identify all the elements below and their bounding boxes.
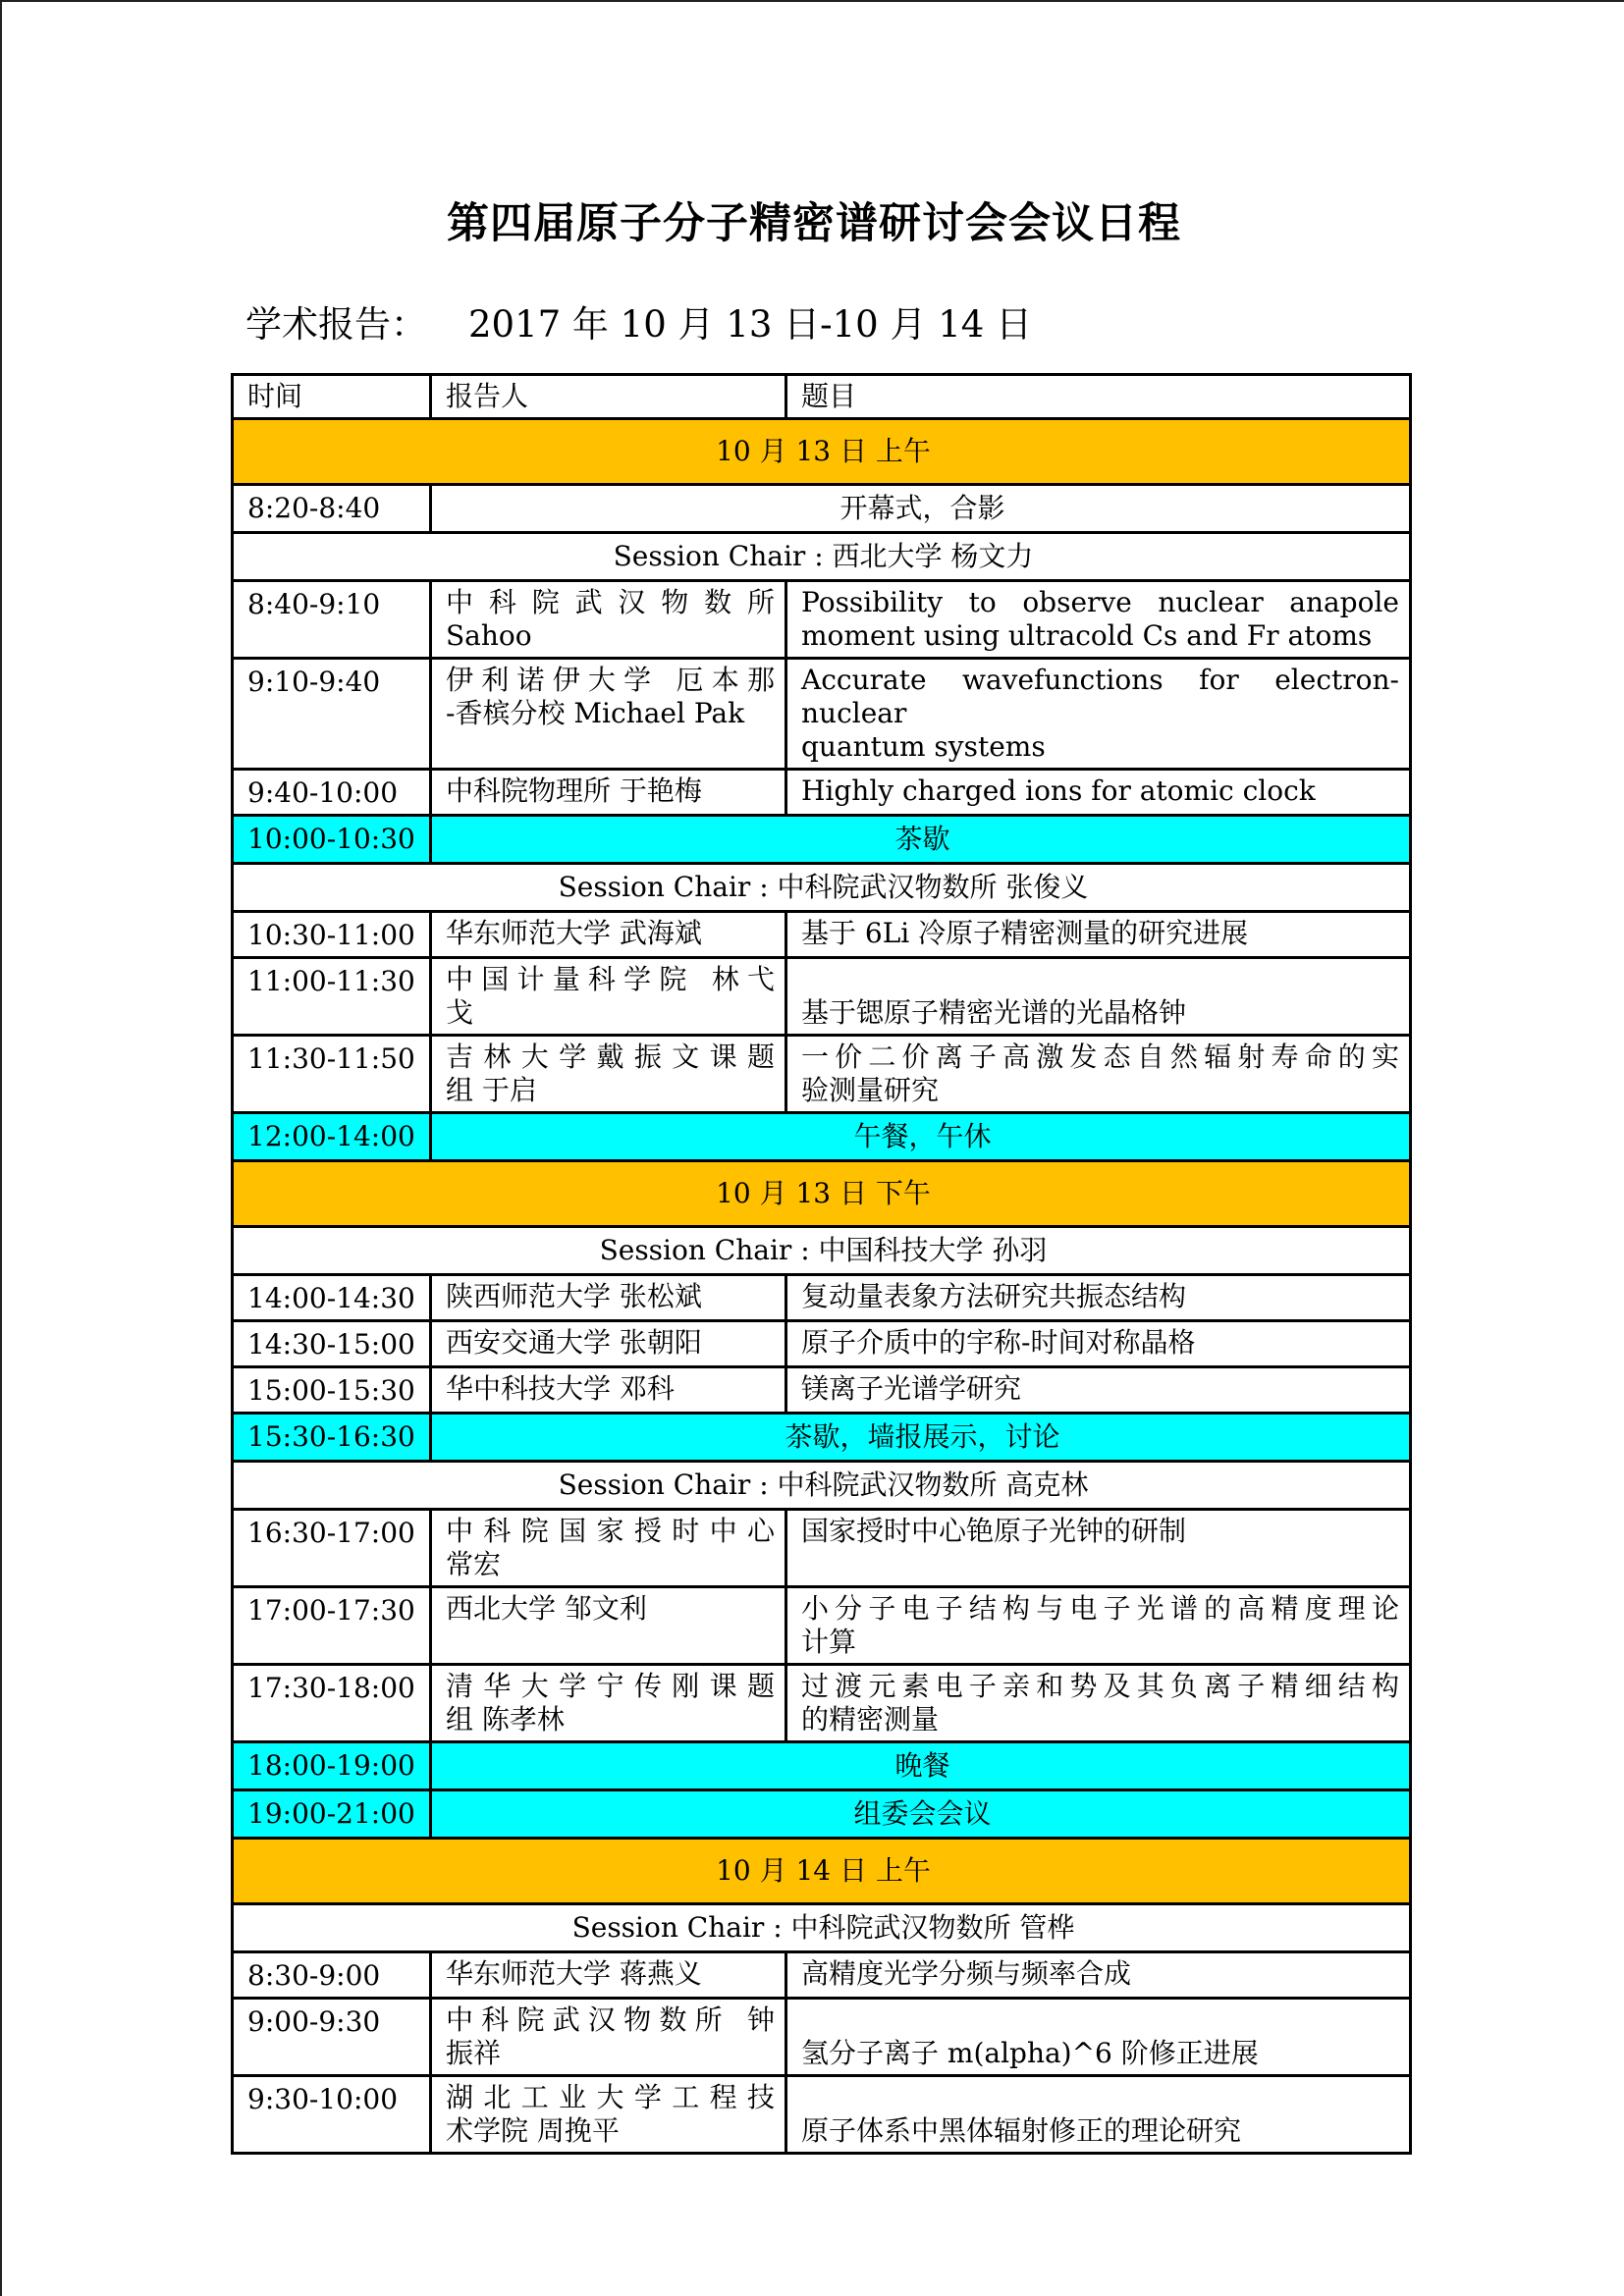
- subtitle-label: 学术报告：: [245, 303, 427, 346]
- subtitle: [245, 294, 1032, 347]
- talk-title-cell: [786, 659, 1411, 770]
- text-line: 常宏: [446, 1548, 502, 1580]
- event-label: 茶歇: [431, 816, 1411, 864]
- speaker-cell: [431, 958, 786, 1036]
- talk-title-cell: 国家授时中心铯原子光钟的研制: [786, 1510, 1411, 1587]
- section-label: 10 月 13 日 上午: [233, 419, 1411, 485]
- text-line: moment using ultracold Cs and Fr atoms: [801, 619, 1373, 652]
- time-cell: 11:00-11:30: [233, 958, 431, 1036]
- event-label: 晚餐: [431, 1742, 1411, 1790]
- talk-row: [233, 581, 1411, 659]
- header-speaker: 报告人: [431, 375, 786, 419]
- time-cell: 14:00-14:30: [233, 1275, 431, 1321]
- speaker-cell: [431, 1999, 786, 2076]
- schedule-body: [233, 419, 1411, 2154]
- header-time: 时间: [233, 375, 431, 419]
- time-cell: 8:40-9:10: [233, 581, 431, 659]
- schedule-table: [231, 373, 1412, 2155]
- text-line: 一价二价离子高激发态自然辐射寿命的实: [801, 1041, 1399, 1073]
- time-cell: 9:10-9:40: [233, 659, 431, 770]
- time-cell: 14:30-15:00: [233, 1321, 431, 1367]
- speaker-cell: [431, 1036, 786, 1113]
- time-cell: 15:30-16:30: [233, 1414, 431, 1462]
- talk-row: [233, 1510, 1411, 1587]
- talk-title-cell: 原子介质中的宇称-时间对称晶格: [786, 1321, 1411, 1367]
- session-chair-label: Session Chair : 西北大学 杨文力: [233, 533, 1411, 581]
- talk-row: [233, 958, 1411, 1036]
- talk-title-cell: 氢分子离子 m(alpha)^6 阶修正进展: [786, 1999, 1411, 2076]
- header-row: [233, 375, 1411, 419]
- time-cell: 15:00-15:30: [233, 1367, 431, 1414]
- talk-row: [233, 1999, 1411, 2076]
- text-line: 组 于启: [446, 1074, 537, 1106]
- chair-row: [233, 533, 1411, 581]
- speaker-cell: 华东师范大学 武海斌: [431, 912, 786, 958]
- talk-title-cell: [786, 1665, 1411, 1742]
- talk-row: [233, 912, 1411, 958]
- section-row: [233, 1161, 1411, 1227]
- time-cell: 18:00-19:00: [233, 1742, 431, 1790]
- time-cell: 11:30-11:50: [233, 1036, 431, 1113]
- talk-title-cell: [786, 1036, 1411, 1113]
- header-title: 题目: [786, 375, 1411, 419]
- speaker-cell: [431, 581, 786, 659]
- talk-row: [233, 1952, 1411, 1999]
- text-line: 中国计量科学院 林弋: [446, 963, 775, 995]
- time-cell: 16:30-17:00: [233, 1510, 431, 1587]
- time-cell: 9:40-10:00: [233, 770, 431, 816]
- break-row: [233, 1790, 1411, 1839]
- talk-title-cell: 高精度光学分频与频率合成: [786, 1952, 1411, 1999]
- time-cell: 9:30-10:00: [233, 2076, 431, 2154]
- text-line: 戈: [446, 996, 474, 1029]
- talk-title-cell: [786, 581, 1411, 659]
- talk-row: [233, 2076, 1411, 2154]
- event-label: 组委会会议: [431, 1790, 1411, 1839]
- text-line: 中科院武汉物数所: [446, 586, 775, 618]
- time-cell: 10:00-10:30: [233, 816, 431, 864]
- chair-row: [233, 1462, 1411, 1510]
- speaker-cell: 西北大学 邹文利: [431, 1587, 786, 1665]
- time-cell: 17:00-17:30: [233, 1587, 431, 1665]
- talk-row: [233, 1321, 1411, 1367]
- talk-title-cell: [786, 1587, 1411, 1665]
- speaker-cell: 华东师范大学 蒋燕义: [431, 1952, 786, 1999]
- talk-title-cell: 镁离子光谱学研究: [786, 1367, 1411, 1414]
- time-cell: 17:30-18:00: [233, 1665, 431, 1742]
- break-row: [233, 1113, 1411, 1161]
- talk-title-cell: 基于锶原子精密光谱的光晶格钟: [786, 958, 1411, 1036]
- speaker-cell: 中科院物理所 于艳梅: [431, 770, 786, 816]
- break-row: [233, 1742, 1411, 1790]
- chair-row: [233, 864, 1411, 912]
- talk-title-cell: 复动量表象方法研究共振态结构: [786, 1275, 1411, 1321]
- chair-row: [233, 1227, 1411, 1275]
- speaker-cell: [431, 1665, 786, 1742]
- text-line: 过渡元素电子亲和势及其负离子精细结构: [801, 1670, 1399, 1702]
- text-line: 小分子电子结构与电子光谱的高精度理论: [801, 1592, 1399, 1625]
- section-label: 10 月 14 日 上午: [233, 1839, 1411, 1904]
- event-row: [233, 485, 1411, 533]
- speaker-cell: 西安交通大学 张朝阳: [431, 1321, 786, 1367]
- chair-row: [233, 1904, 1411, 1952]
- time-cell: 12:00-14:00: [233, 1113, 431, 1161]
- text-line: quantum systems: [801, 730, 1046, 763]
- session-chair-label: Session Chair : 中科院武汉物数所 张俊义: [233, 864, 1411, 912]
- text-line: 中科院武汉物数所 钟: [446, 2003, 775, 2036]
- text-line: 的精密测量: [801, 1703, 940, 1735]
- speaker-cell: [431, 659, 786, 770]
- text-line: 湖北工业大学工程技: [446, 2081, 775, 2113]
- section-label: 10 月 13 日 下午: [233, 1161, 1411, 1227]
- text-line: Possibility to observe nuclear anapole: [801, 586, 1399, 618]
- text-line: 中科院国家授时中心: [446, 1515, 775, 1547]
- section-row: [233, 419, 1411, 485]
- text-line: 术学院 周挽平: [446, 2114, 620, 2147]
- time-cell: 19:00-21:00: [233, 1790, 431, 1839]
- talk-row: [233, 1367, 1411, 1414]
- time-cell: 8:30-9:00: [233, 1952, 431, 1999]
- text-line: Accurate wavefunctions for electron-nuclear: [801, 664, 1399, 729]
- page-title: 第四届原子分子精密谱研讨会会议日程: [447, 199, 1181, 248]
- talk-title-cell: Highly charged ions for atomic clock: [786, 770, 1411, 816]
- speaker-cell: [431, 1510, 786, 1587]
- text-line: 伊利诺伊大学 厄本那: [446, 664, 775, 696]
- text-line: Sahoo: [446, 619, 532, 652]
- text-line: 组 陈孝林: [446, 1703, 565, 1735]
- text-line: 计算: [801, 1626, 857, 1658]
- break-row: [233, 816, 1411, 864]
- session-chair-label: Session Chair : 中科院武汉物数所 高克林: [233, 1462, 1411, 1510]
- time-cell: 8:20-8:40: [233, 485, 431, 533]
- break-row: [233, 1414, 1411, 1462]
- talk-row: [233, 659, 1411, 770]
- speaker-cell: 华中科技大学 邓科: [431, 1367, 786, 1414]
- time-cell: 9:00-9:30: [233, 1999, 431, 2076]
- talk-title-cell: 基于 6Li 冷原子精密测量的研究进展: [786, 912, 1411, 958]
- talk-row: [233, 1665, 1411, 1742]
- talk-row: [233, 1036, 1411, 1113]
- event-label: 午餐，午休: [431, 1113, 1411, 1161]
- text-line: 吉林大学戴振文课题: [446, 1041, 775, 1073]
- text-line: -香槟分校 Michael Pak: [446, 697, 745, 729]
- session-chair-label: Session Chair : 中国科技大学 孙羽: [233, 1227, 1411, 1275]
- event-label: 茶歇，墙报展示，讨论: [431, 1414, 1411, 1462]
- session-chair-label: Session Chair : 中科院武汉物数所 管桦: [233, 1904, 1411, 1952]
- talk-row: [233, 770, 1411, 816]
- section-row: [233, 1839, 1411, 1904]
- speaker-cell: [431, 2076, 786, 2154]
- text-line: 振祥: [446, 2037, 502, 2069]
- talk-row: [233, 1275, 1411, 1321]
- speaker-cell: 陕西师范大学 张松斌: [431, 1275, 786, 1321]
- subtitle-dates: 2017 年 10 月 13 日-10 月 14 日: [468, 303, 1033, 346]
- event-label: 开幕式，合影: [431, 485, 1411, 533]
- talk-title-cell: 原子体系中黑体辐射修正的理论研究: [786, 2076, 1411, 2154]
- text-line: 清华大学宁传刚课题: [446, 1670, 775, 1702]
- time-cell: 10:30-11:00: [233, 912, 431, 958]
- text-line: 验测量研究: [801, 1074, 940, 1106]
- talk-row: [233, 1587, 1411, 1665]
